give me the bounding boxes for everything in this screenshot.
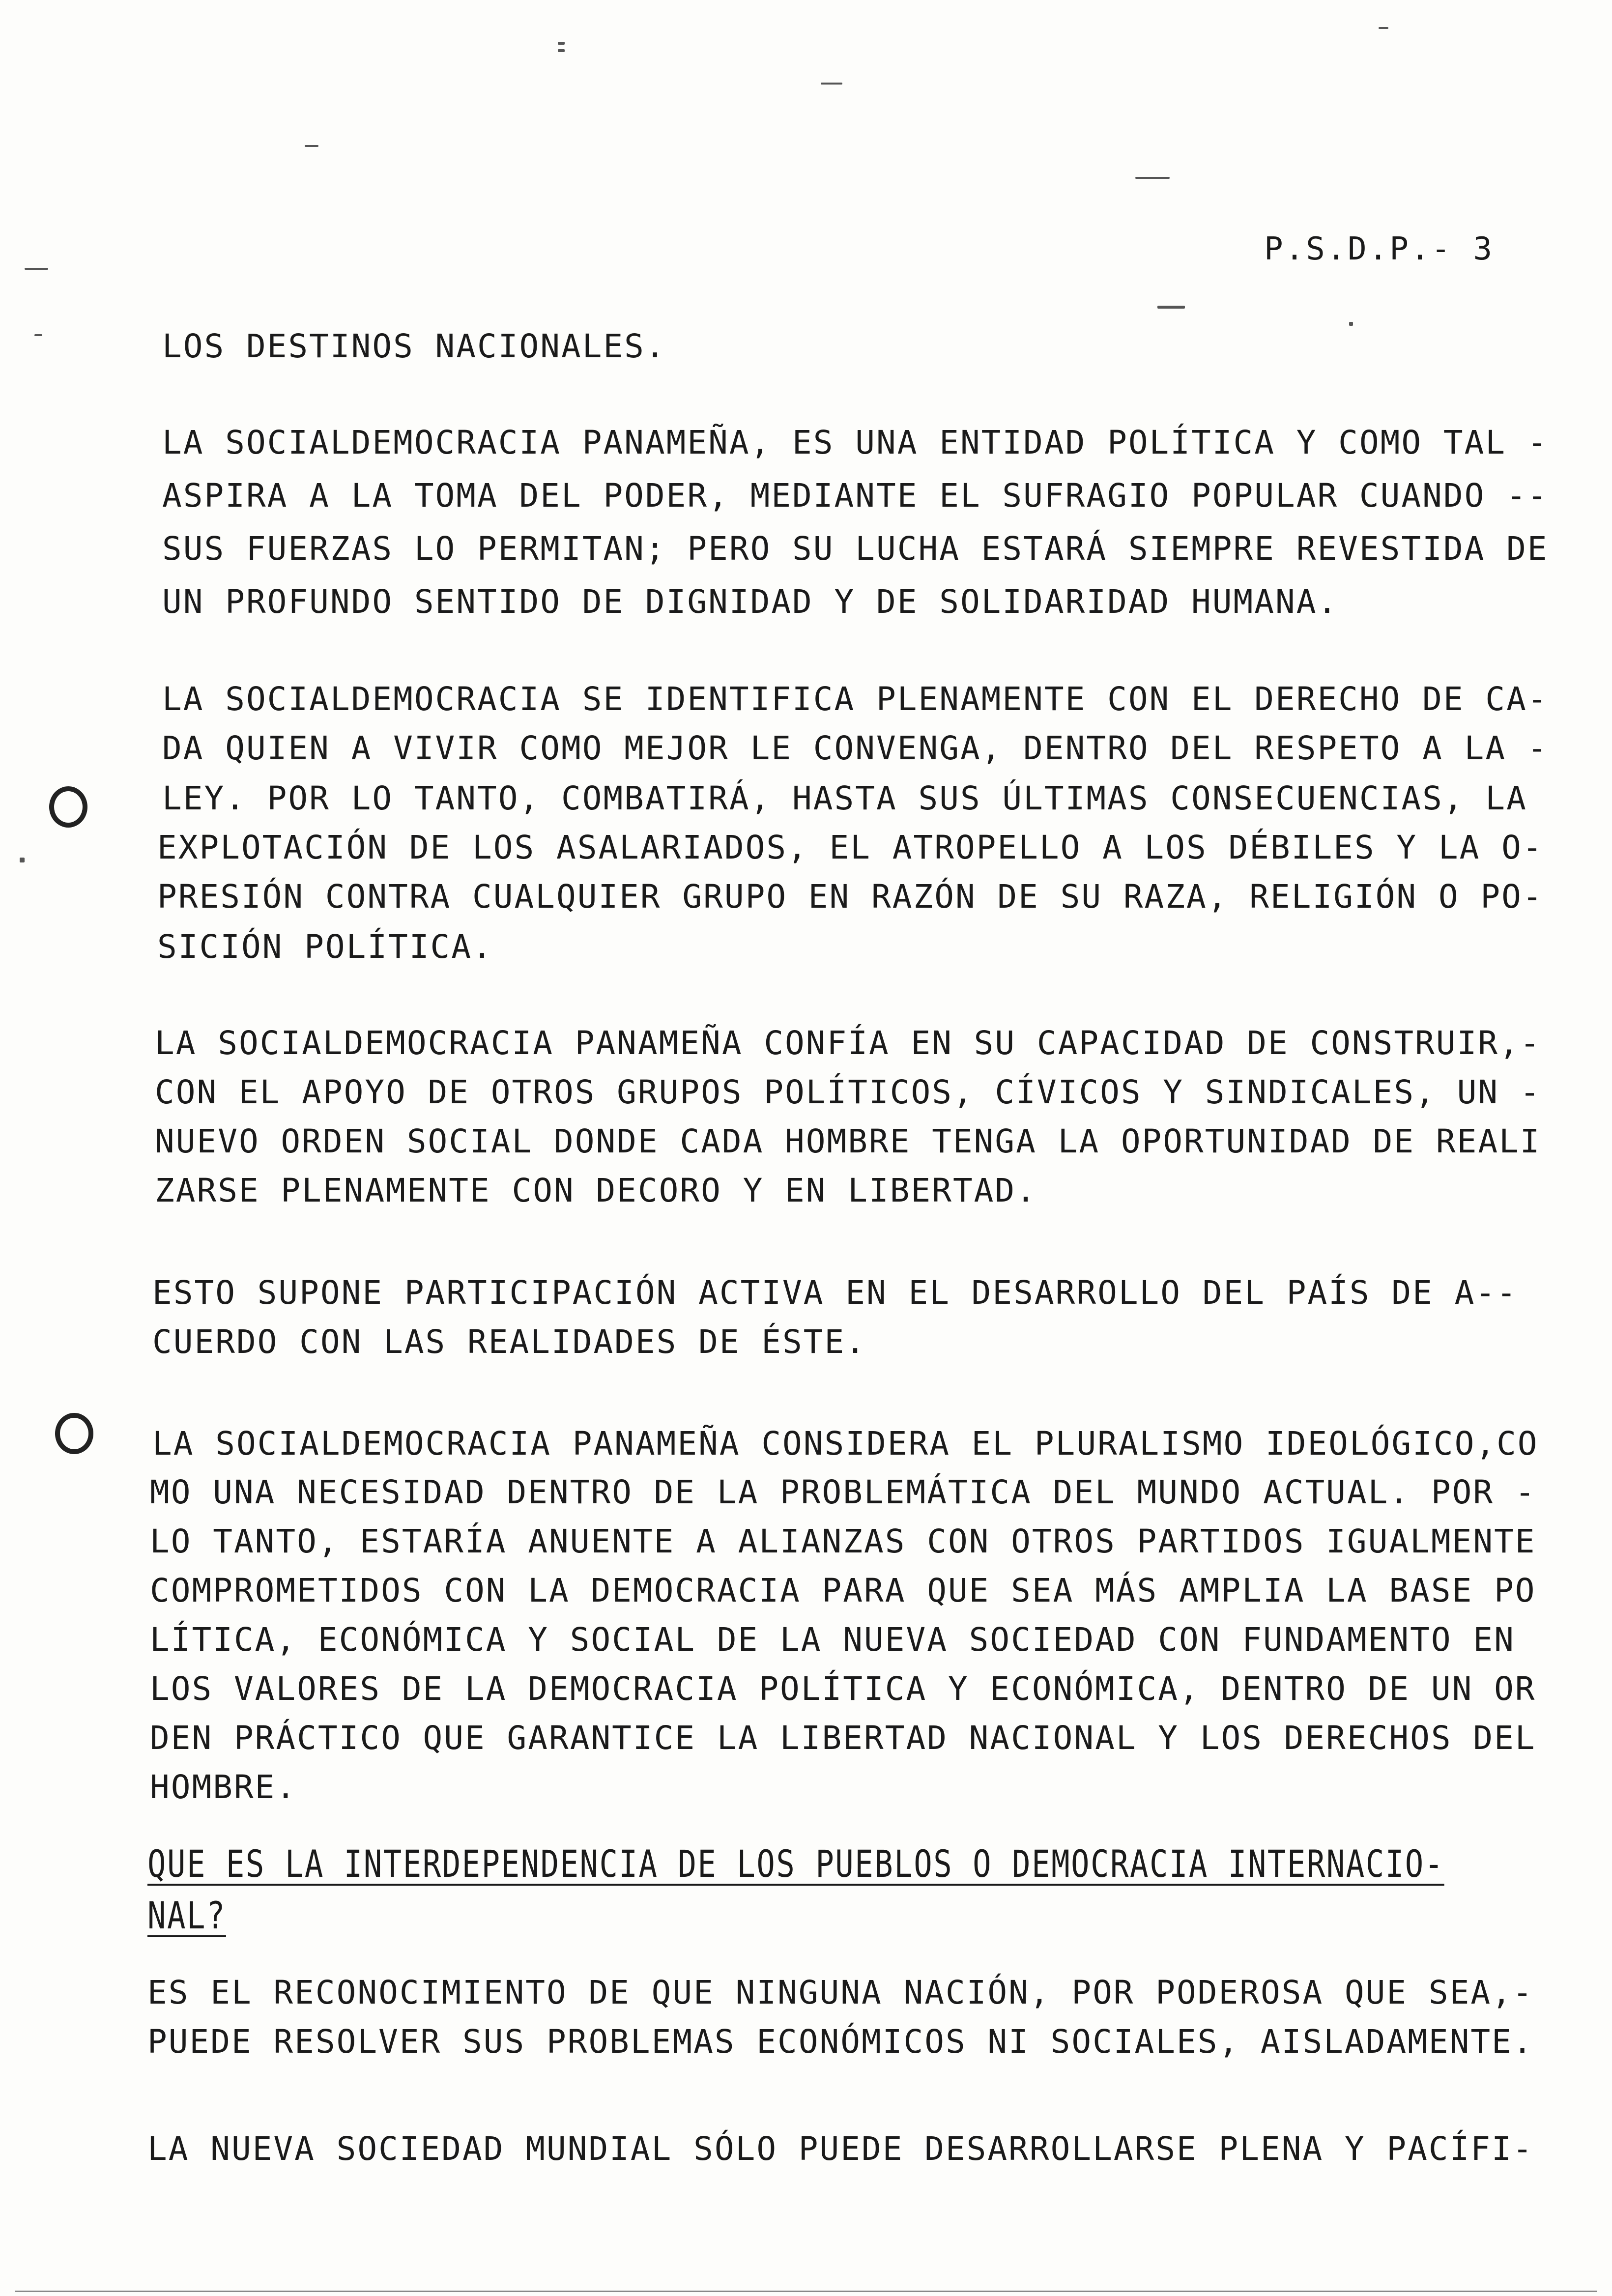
text-line: LA NUEVA SOCIEDAD MUNDIAL SÓLO PUEDE DESARROLLARSE PLENA Y PACÍFI-: [147, 2130, 1534, 2168]
text-line: LA SOCIALDEMOCRACIA PANAMEÑA CONFÍA EN SU CAPACIDAD DE CONSTRUIR,-: [155, 1024, 1541, 1062]
scan-speck: [1379, 27, 1388, 29]
scan-speck: [1349, 322, 1353, 326]
punch-hole-lower: [55, 1413, 93, 1454]
text-line: SUS FUERZAS LO PERMITAN; PERO SU LUCHA ESTARÁ SIEMPRE REVESTIDA DE: [162, 530, 1549, 568]
text-line: PUEDE RESOLVER SUS PROBLEMAS ECONÓMICOS NI SOCIALES, AISLADAMENTE.: [147, 2023, 1534, 2061]
text-line: LOS VALORES DE LA DEMOCRACIA POLÍTICA Y ECONÓMICA, DENTRO DE UN OR: [150, 1670, 1536, 1708]
text-line: NUEVO ORDEN SOCIAL DONDE CADA HOMBRE TENGA LA OPORTUNIDAD DE REALI: [155, 1122, 1541, 1160]
text-line: LÍTICA, ECONÓMICA Y SOCIAL DE LA NUEVA SOCIEDAD CON FUNDAMENTO EN: [150, 1621, 1515, 1659]
text-line: LEY. POR LO TANTO, COMBATIRÁ, HASTA SUS ÚLTIMAS CONSECUENCIAS, LA: [162, 779, 1527, 817]
page-code: P.S.D.P.- 3: [1264, 231, 1494, 267]
scan-speck: [25, 268, 48, 270]
text-line: CUERDO CON LAS REALIDADES DE ÉSTE.: [152, 1323, 867, 1361]
text-line: LA SOCIALDEMOCRACIA SE IDENTIFICA PLENAMENTE CON EL DERECHO DE CA-: [162, 680, 1549, 718]
section-heading: NAL?: [147, 1894, 226, 1937]
text-line: ZARSE PLENAMENTE CON DECORO Y EN LIBERTAD.: [155, 1172, 1037, 1209]
text-line: MO UNA NECESIDAD DENTRO DE LA PROBLEMÁTICA DEL MUNDO ACTUAL. POR -: [150, 1473, 1536, 1511]
scan-speck: [821, 83, 842, 85]
punch-hole-upper: [49, 786, 87, 828]
text-line: ES EL RECONOCIMIENTO DE QUE NINGUNA NACIÓN, POR PODEROSA QUE SEA,-: [147, 1974, 1534, 2011]
text-line: PRESIÓN CONTRA CUALQUIER GRUPO EN RAZÓN DE SU RAZA, RELIGIÓN O PO-: [157, 878, 1544, 916]
text-line: LO TANTO, ESTARÍA ANUENTE A ALIANZAS CON OTROS PARTIDOS IGUALMENTE: [150, 1522, 1536, 1560]
scan-speck: [1135, 177, 1170, 179]
scan-speck: [558, 49, 565, 52]
text-line: ESTO SUPONE PARTICIPACIÓN ACTIVA EN EL DESARROLLO DEL PAÍS DE A--: [152, 1274, 1518, 1312]
text-line: COMPROMETIDOS CON LA DEMOCRACIA PARA QUE SEA MÁS AMPLIA LA BASE PO: [150, 1572, 1536, 1609]
scan-speck: [1157, 306, 1185, 309]
text-line: EXPLOTACIÓN DE LOS ASALARIADOS, EL ATROPELLO A LOS DÉBILES Y LA O-: [157, 829, 1544, 866]
text-line: ASPIRA A LA TOMA DEL PODER, MEDIANTE EL SUFRAGIO POPULAR CUANDO --: [162, 477, 1549, 515]
text-line: UN PROFUNDO SENTIDO DE DIGNIDAD Y DE SOLIDARIDAD HUMANA.: [162, 583, 1339, 621]
text-line: DA QUIEN A VIVIR COMO MEJOR LE CONVENGA, DENTRO DEL RESPETO A LA -: [162, 729, 1549, 767]
page-bottom-edge: [15, 2291, 1597, 2292]
scan-speck: [20, 858, 25, 862]
text-line: LA SOCIALDEMOCRACIA PANAMEÑA, ES UNA ENTIDAD POLÍTICA Y COMO TAL -: [162, 424, 1549, 461]
text-line: HOMBRE.: [150, 1768, 297, 1806]
text-line: SICIÓN POLÍTICA.: [157, 928, 493, 966]
text-line: LOS DESTINOS NACIONALES.: [162, 327, 666, 365]
text-line: LA SOCIALDEMOCRACIA PANAMEÑA CONSIDERA EL PLURALISMO IDEOLÓGICO,CO: [152, 1425, 1539, 1463]
scan-speck: [558, 42, 565, 45]
text-line: CON EL APOYO DE OTROS GRUPOS POLÍTICOS, CÍVICOS Y SINDICALES, UN -: [155, 1073, 1541, 1111]
scan-speck: [34, 334, 42, 336]
text-line: DEN PRÁCTICO QUE GARANTICE LA LIBERTAD NACIONAL Y LOS DERECHOS DEL: [150, 1719, 1536, 1757]
section-heading: QUE ES LA INTERDEPENDENCIA DE LOS PUEBLOS O DEMOCRACIA INTERNACIO-: [147, 1842, 1444, 1886]
scan-speck: [305, 145, 318, 147]
